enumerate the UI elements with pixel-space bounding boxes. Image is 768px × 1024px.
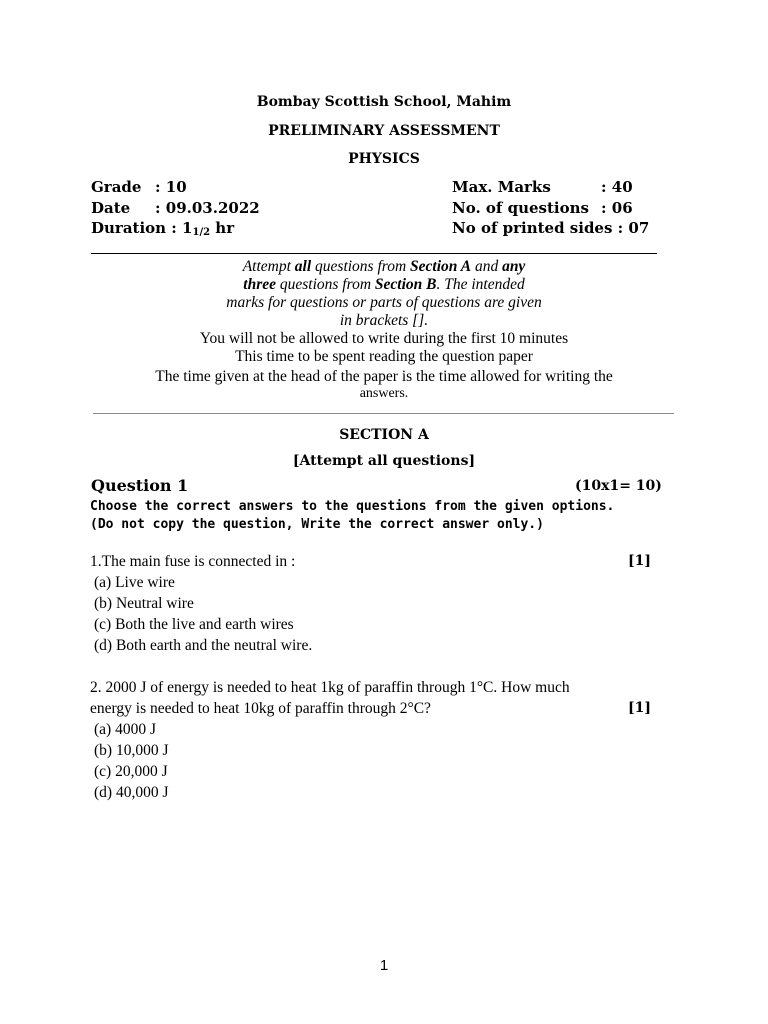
questions-value: : 06 [601, 199, 633, 217]
max-marks-value: : 40 [601, 178, 633, 196]
instruction-line-6: This time to be spent reading the question paper [235, 348, 533, 365]
instruction-line-1: Attempt all questions from Section A and any [242, 258, 526, 275]
max-marks-label: Max. Marks [452, 178, 551, 196]
questions-label: No. of questions [452, 199, 589, 217]
instruction-line-2: three questions from Section B. The intended [243, 276, 525, 293]
grade-label: Grade [91, 178, 142, 196]
divider-mid [93, 413, 674, 414]
school-name: Bombay Scottish School, Mahim [256, 94, 512, 110]
grade-value: : 10 [155, 178, 187, 196]
q1-option-b: (b) Neutral wire [94, 595, 194, 612]
q1-marks: [1] [628, 553, 651, 569]
q2-option-c: (c) 20,000 J [94, 763, 168, 780]
duration-label: Duration : 1 [91, 219, 193, 237]
instruction-line-3: marks for questions or parts of questions are given [226, 294, 542, 311]
q1-option-d: (d) Both earth and the neutral wire. [94, 637, 313, 654]
instruction-line-7: The time given at the head of the paper is the time allowed for writing the [155, 368, 613, 385]
q2-line-2: energy is needed to heat 10kg of paraffin through 2°C? [90, 700, 431, 717]
duration-fraction: 1/2 [192, 227, 211, 238]
duration-unit: hr [210, 219, 235, 237]
q2-marks: [1] [628, 700, 651, 716]
printed-sides: No of printed sides : 07 [452, 219, 650, 237]
question-1-directive-2: (Do not copy the question, Write the correct answer only.) [90, 517, 544, 532]
subject-title: PHYSICS [348, 151, 420, 167]
duration [91, 219, 234, 238]
date-value: : 09.03.2022 [155, 199, 260, 217]
question-1-title: Question 1 [91, 476, 189, 495]
question-1-marks: (10x1= 10) [575, 478, 662, 494]
q1-option-a: (a) Live wire [94, 574, 175, 591]
section-subtitle: [Attempt all questions] [292, 453, 476, 469]
divider-top [91, 253, 657, 254]
page-number: 1 [379, 957, 389, 974]
instruction-line-5: You will not be allowed to write during the first 10 minutes [199, 330, 569, 347]
assessment-title: PRELIMINARY ASSESSMENT [268, 123, 500, 139]
question-1-directive-1: Choose the correct answers to the questions from the given options. [90, 499, 615, 514]
date-label: Date [91, 199, 131, 217]
instruction-line-4: in brackets []. [339, 312, 429, 329]
q2-option-d: (d) 40,000 J [94, 784, 169, 801]
instruction-line-8: answers. [359, 386, 409, 401]
q2-option-a: (a) 4000 J [94, 721, 156, 738]
q1-text: 1.The main fuse is connected in : [90, 553, 296, 570]
q2-option-b: (b) 10,000 J [94, 742, 169, 759]
q1-option-c: (c) Both the live and earth wires [94, 616, 294, 633]
q2-line-1: 2. 2000 J of energy is needed to heat 1kg of paraffin through 1°C. How much [90, 679, 570, 696]
section-title: SECTION A [339, 427, 429, 443]
